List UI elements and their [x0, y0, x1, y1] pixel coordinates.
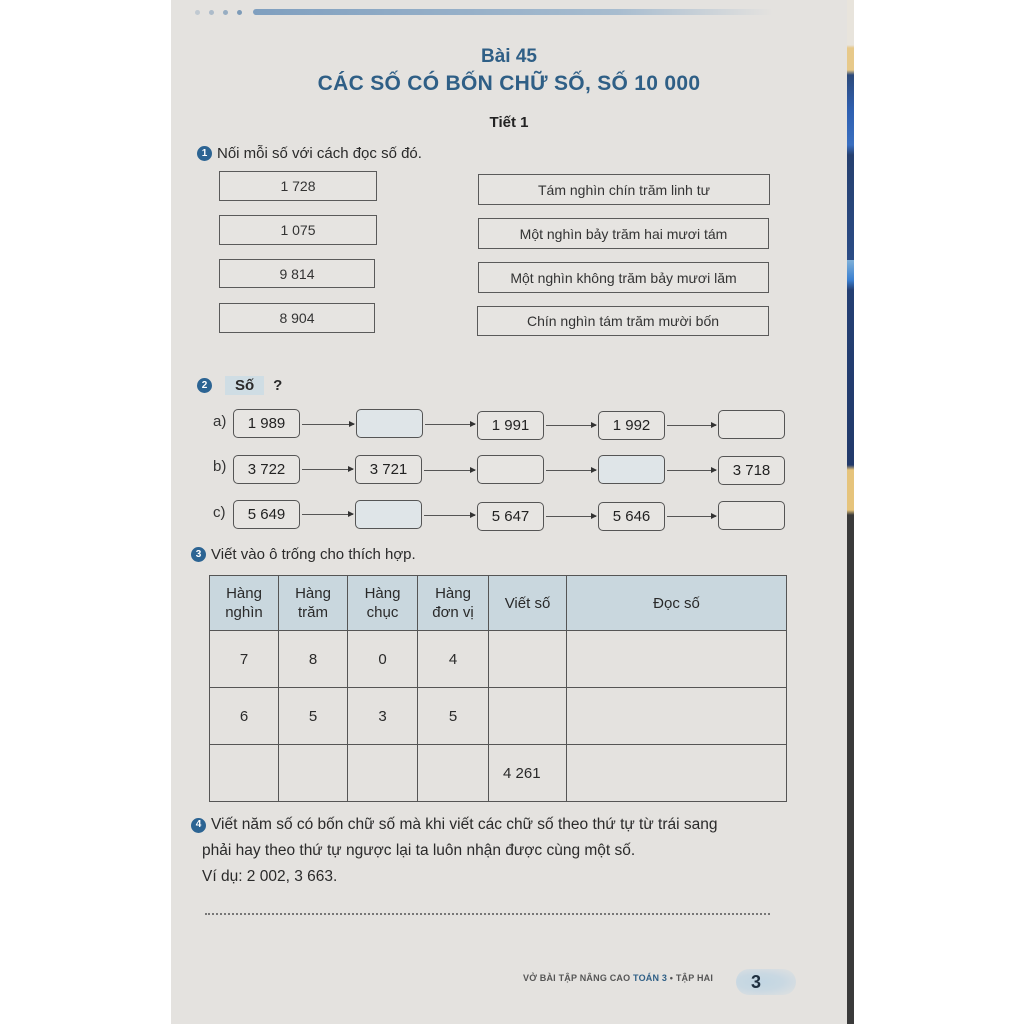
table-header-row [210, 576, 787, 631]
reading-box-3[interactable]: Một nghìn không trăm bảy mươi lăm [478, 262, 769, 293]
arrow-icon [667, 470, 716, 471]
table-row [210, 688, 787, 745]
sequence-c-cell-4[interactable]: 5 646 [598, 502, 665, 531]
exercise-number-badge: 2 [197, 378, 212, 393]
book-footer: VỞ BÀI TẬP NÂNG CAO TOÁN 3 • TẬP HAI [523, 973, 714, 983]
workbook-page [171, 0, 847, 1024]
sequence-a-cell-3[interactable]: 1 991 [477, 411, 544, 440]
answer-line[interactable] [205, 913, 770, 915]
arrow-icon [546, 425, 596, 426]
table-cell[interactable]: 5 [418, 688, 489, 745]
period-label: Tiết 1 [489, 114, 529, 131]
sequence-c-cell-3[interactable]: 5 647 [477, 502, 544, 531]
arrow-icon [302, 424, 354, 425]
header-tens: Hàng chục [348, 576, 418, 631]
exercise-4 [191, 812, 791, 890]
book-cover-edge [847, 0, 854, 1024]
exercise-3-heading [191, 546, 416, 563]
table-cell[interactable]: 6 [210, 688, 279, 745]
exercise-number-badge: 3 [191, 547, 206, 562]
arrow-icon [667, 516, 716, 517]
table-cell[interactable]: 5 [279, 688, 348, 745]
exercise-3-instruction: Viết vào ô trống cho thích hợp. [211, 546, 416, 563]
exercise-1-heading [197, 145, 422, 162]
table-cell[interactable]: 8 [279, 631, 348, 688]
table-cell[interactable]: 3 [348, 688, 418, 745]
table-row [210, 631, 787, 688]
exercise-4-example: Ví dụ: 2 002, 3 663. [202, 868, 338, 885]
header-hundreds: Hàng trăm [279, 576, 348, 631]
header-units: Hàng đơn vị [418, 576, 489, 631]
exercise-4-line-2: phải hay theo thứ tự ngược lại ta luôn nhận được cùng một số. [202, 842, 636, 859]
row-b-label: b) [213, 458, 227, 475]
arrow-icon [667, 425, 716, 426]
sequence-a-cell-1[interactable]: 1 989 [233, 409, 300, 438]
table-cell[interactable]: 4 261 [489, 745, 567, 802]
row-c-label: c) [213, 504, 226, 521]
reading-box-1[interactable]: Tám nghìn chín trăm linh tư [478, 174, 770, 205]
number-box-1[interactable]: 1 728 [219, 171, 377, 201]
sequence-b-cell-1[interactable]: 3 722 [233, 455, 300, 484]
sequence-a-cell-2[interactable] [356, 409, 423, 438]
question-mark: ? [273, 377, 283, 394]
arrow-icon [424, 470, 475, 471]
table-cell[interactable]: 0 [348, 631, 418, 688]
sequence-c-cell-2[interactable] [355, 500, 422, 529]
sequence-b-cell-2[interactable]: 3 721 [355, 455, 422, 484]
table-row [210, 745, 787, 802]
row-a-label: a) [213, 413, 227, 430]
exercise-number-badge: 4 [191, 818, 206, 833]
table-cell[interactable] [210, 745, 279, 802]
page-number: 3 [736, 969, 796, 995]
lesson-number: Bài 45 [481, 46, 537, 67]
table-cell[interactable] [567, 745, 787, 802]
arrow-icon [302, 514, 353, 515]
exercise-2-heading [197, 376, 282, 395]
arrow-icon [425, 424, 475, 425]
table-cell[interactable]: 4 [418, 631, 489, 688]
arrow-icon [424, 515, 475, 516]
table-cell[interactable] [567, 631, 787, 688]
number-box-4[interactable]: 8 904 [219, 303, 375, 333]
sequence-b-cell-5[interactable]: 3 718 [718, 456, 785, 485]
sequence-c-cell-1[interactable]: 5 649 [233, 500, 300, 529]
reading-box-2[interactable]: Một nghìn bảy trăm hai mươi tám [478, 218, 769, 249]
header-write-number: Viết số [489, 576, 567, 631]
table-cell[interactable] [418, 745, 489, 802]
exercise-1-instruction: Nối mỗi số với cách đọc số đó. [217, 145, 422, 162]
table-cell[interactable]: 7 [210, 631, 279, 688]
exercise-number-badge: 1 [197, 146, 212, 161]
arrow-icon [546, 516, 596, 517]
place-value-table [209, 575, 787, 802]
exercise-2-instruction: Số [225, 376, 264, 395]
sequence-c-cell-5[interactable] [718, 501, 785, 530]
sequence-a-cell-4[interactable]: 1 992 [598, 411, 665, 440]
table-cell[interactable] [489, 631, 567, 688]
arrow-icon [546, 470, 596, 471]
number-box-3[interactable]: 9 814 [219, 259, 375, 288]
table-cell[interactable] [489, 688, 567, 745]
lesson-title: CÁC SỐ CÓ BỐN CHỮ SỐ, SỐ 10 000 [317, 72, 701, 95]
table-cell[interactable] [348, 745, 418, 802]
sequence-a-cell-5[interactable] [718, 410, 785, 439]
sequence-b-cell-4[interactable] [598, 455, 665, 484]
reading-box-4[interactable]: Chín nghìn tám trăm mười bốn [477, 306, 769, 336]
header-read-number: Đọc số [567, 576, 787, 631]
header-thousands: Hàng nghìn [210, 576, 279, 631]
table-cell[interactable] [279, 745, 348, 802]
table-cell[interactable] [567, 688, 787, 745]
arrow-icon [302, 469, 353, 470]
sequence-b-cell-3[interactable] [477, 455, 544, 484]
exercise-4-line-1: 4 Viết năm số có bốn chữ số mà khi viết các chữ số theo thứ tự từ trái sang [191, 812, 791, 838]
number-box-2[interactable]: 1 075 [219, 215, 377, 245]
